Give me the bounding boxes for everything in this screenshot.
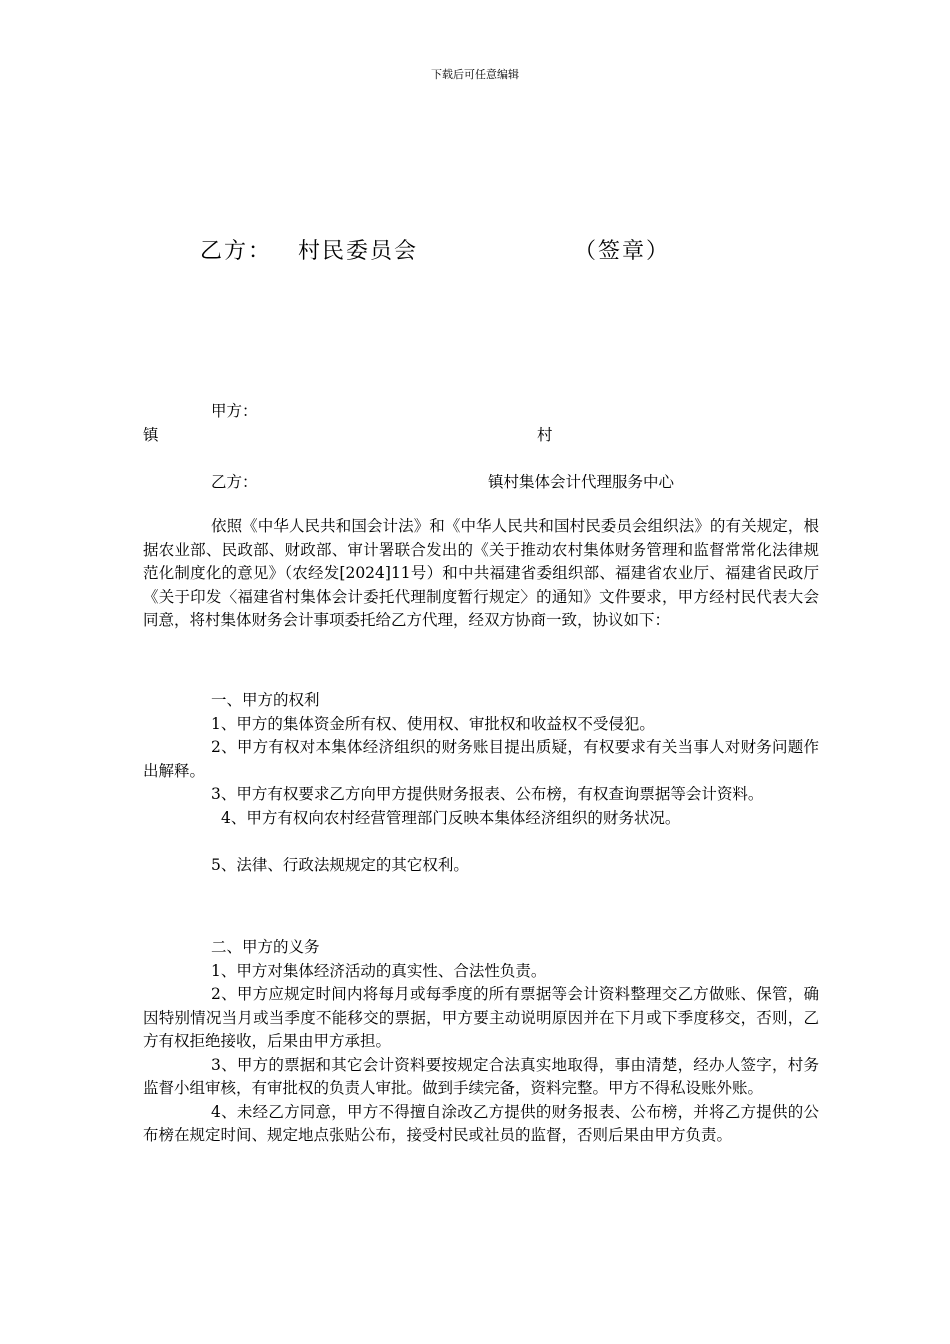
signature-seal-label: （签章） [574,239,671,264]
rights-item-4: 4、甲方有权向农村经营管理部门反映本集体经济组织的财务状况。 [221,808,681,827]
section-obligations [143,936,819,1148]
obligations-item-3: 3、甲方的票据和其它会计资料要按规定合法真实地取得，事由清楚，经办人签字，村务监督小组审核，有审批权的负责人审批。做到手续完备，资料完整。甲方不得私设账外账。 [143,1055,819,1097]
signature-party-name: 村民委员会 [298,239,419,264]
rights-item-3: 3、甲方有权要求乙方向甲方提供财务报表、公布榜，有权查询票据等会计资料。 [211,785,764,803]
town-label: 镇 [143,426,159,444]
obligations-item-2: 2、甲方应规定时间内将每月或每季度的所有票据等会计资料整理交乙方做账、保管，确因特别情况当月或当季度不能移交的票据，甲方要主动说明原因并在下月或下季度移交，否则，乙方有权拒绝接收，后果由甲方承担。 [143,985,819,1050]
party-a-label: 甲方： [211,402,258,420]
obligations-item-1: 1、甲方对集体经济活动的真实性、合法性负责。 [211,961,547,980]
party-b-name: 镇村集体会计代理服务中心 [488,473,675,491]
header-note: 下载后可任意编辑 [431,68,519,81]
rights-item-2: 2、甲方有权对本集体经济组织的财务账目提出质疑，有权要求有关当事人对财务问题作出解释。 [143,738,819,780]
party-b-label: 乙方： [211,473,258,491]
signature-line [200,234,670,265]
rights-item-5: 5、法律、行政法规规定的其它权利。 [211,855,469,874]
rights-item-1: 1、甲方的集体资金所有权、使用权、审批权和收益权不受侵犯。 [211,714,655,733]
section-obligations-title: 二、甲方的义务 [211,938,320,956]
section-rights [143,689,819,877]
obligations-item-4: 4、未经乙方同意，甲方不得擅自涂改乙方提供的财务报表、公布榜，并将乙方提供的公布榜在规定时间、规定地点张贴公布，接受村民或社员的监督，否则后果由甲方负责。 [143,1102,819,1144]
section-rights-title: 一、甲方的权利 [211,691,320,709]
village-label: 村 [537,426,553,444]
intro-paragraph-block [143,515,819,633]
signature-party-label: 乙方： [200,239,273,264]
intro-paragraph: 依照《中华人民共和国会计法》和《中华人民共和国村民委员会组织法》的有关规定，根据农业部、民政部、财政部、审计署联合发出的《关于推动农村集体财务管理和监督常常化法律规范化制度化的意见》（农经发[2024]11号）和中共福建省委组织部、福建省农业厅、福建省民政厅《关于印发〈福建省村集体会计委托代理制度暂行规定〉的通知》文件要求，甲方经村民代表大会同意，将村集体财务会计事项委托给乙方代理，经双方协商一致，协议如下： [143,517,819,629]
